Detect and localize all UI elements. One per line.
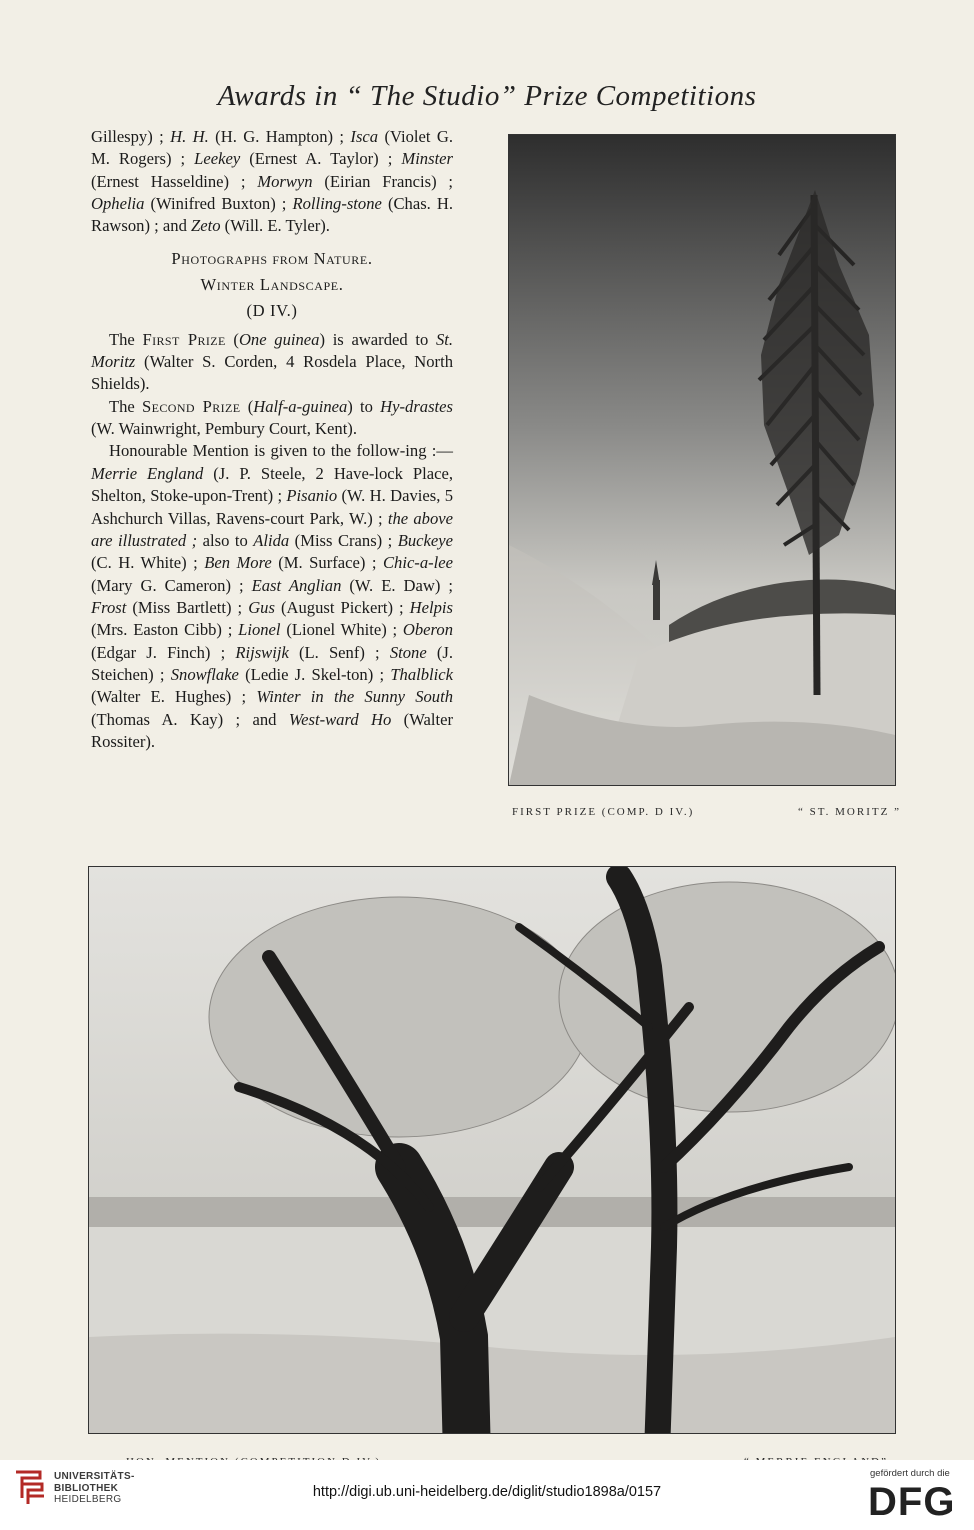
text-run: (J. Steichen) ; <box>91 642 453 684</box>
text-run: (H. G. Hampton) ; <box>208 127 351 146</box>
italic-title: Frost <box>91 597 127 617</box>
photo-merrie-england <box>88 866 896 1434</box>
text-run: (Walter S. Corden, 4 Rosdela Place, North Shields). <box>91 352 453 394</box>
text-run: The <box>109 329 143 349</box>
italic-title: Minster <box>401 149 453 169</box>
caption-first-prize: FIRST PRIZE (COMP. D IV.) <box>512 806 695 818</box>
italic-title: Ben More <box>204 553 272 573</box>
text-run: (Walter Rossiter). <box>91 709 454 751</box>
footer-bar <box>0 1460 974 1530</box>
page-title: Awards in “ The Studio” Prize Competitions <box>217 80 757 112</box>
text-run: (Winifred Buxton) ; <box>144 194 293 214</box>
italic-title: Zeto <box>191 216 221 236</box>
italic-title: Pisanio <box>286 486 338 506</box>
text-run: (Thomas A. Kay) ; and <box>91 709 289 729</box>
small-caps-term: First Prize <box>142 329 226 349</box>
text-run: ( <box>240 396 254 416</box>
text-run: The <box>109 396 143 416</box>
italic-title: Thalblick <box>390 664 453 684</box>
caption-st-moritz: “ ST. MORITZ ” <box>798 806 901 818</box>
italic-title: St. Moritz <box>91 329 454 372</box>
source-url-link[interactable]: http://digi.ub.uni-heidelberg.de/diglit/studio1898a/0157 <box>312 1484 662 1500</box>
text-run: (Will. E. Tyler). <box>220 216 330 236</box>
text-run: (M. Surface) ; <box>271 553 383 573</box>
italic-title: Rijswijk <box>235 642 289 662</box>
paragraph-honourable-mention <box>91 440 453 753</box>
text-run: (August Pickert) ; <box>274 597 410 617</box>
italic-title: One guinea <box>238 329 320 349</box>
italic-title: Lionel <box>238 620 281 640</box>
text-run: ( <box>225 329 239 349</box>
library-name-line3: HEIDELBERG <box>54 1494 122 1505</box>
text-run: (Miss Bartlett) ; <box>126 597 249 617</box>
italic-title: Merrie England <box>91 463 204 483</box>
italic-title: Alida <box>253 530 290 550</box>
text-run: (Violet G. M. Rogers) ; <box>91 127 453 169</box>
dfg-logo: DFG <box>868 1480 956 1524</box>
text-run: (Ledie J. Skel-ton) ; <box>238 664 391 684</box>
italic-title: Morwyn <box>257 171 313 191</box>
text-run: (W. H. Davies, 5 Ashchurch Villas, Ravens-court Park, W.) ; <box>91 486 453 528</box>
paragraph-first-prize <box>91 329 453 396</box>
funding-note: gefördert durch die <box>870 1468 950 1479</box>
text-run: Gillespy) ; <box>91 127 171 146</box>
text-run: (L. Senf) ; <box>288 642 390 662</box>
text-run: (J. P. Steele, 2 Have-lock Place, Shelton, Stoke-upon-Trent) ; <box>91 463 453 506</box>
italic-title: Snowflake <box>170 664 239 684</box>
text-run: (Lionel White) ; <box>280 620 403 640</box>
italic-title: the above are illustrated ; <box>91 508 454 550</box>
text-run: (W. E. Daw) ; <box>341 575 453 595</box>
italic-title: Oberon <box>402 620 453 640</box>
text-run: (Ernest Hasseldine) ; <box>91 171 258 191</box>
text-run: Honourable Mention is given to the follow-ing :— <box>109 441 453 461</box>
italic-title: Helpis <box>409 597 453 617</box>
library-name-line1: UNIVERSITÄTS- <box>54 1471 135 1482</box>
italic-title: Chic-a-lee <box>382 553 453 573</box>
italic-title: Leekey <box>194 149 241 169</box>
italic-title: Half-a-guinea <box>253 396 348 416</box>
italic-title: Buckeye <box>397 530 453 550</box>
library-name-line2: BIBLIOTHEK <box>54 1482 119 1494</box>
text-run: (Ernest A. Taylor) ; <box>240 149 402 169</box>
italic-title: Winter in the Sunny South <box>256 687 454 707</box>
italic-title: Stone <box>389 642 427 662</box>
text-run: (Edgar J. Finch) ; <box>91 642 236 662</box>
italic-title: Rolling-stone <box>292 194 382 214</box>
italic-title: Ophelia <box>91 194 145 214</box>
text-run: (Eirian Francis) ; <box>312 171 453 191</box>
text-run: (Mary G. Cameron) ; <box>91 575 252 595</box>
text-run: (W. Wainwright, Pembury Court, Kent). <box>91 419 357 439</box>
italic-title: Isca <box>350 127 379 146</box>
text-run: (Miss Crans) ; <box>289 530 398 550</box>
section-heading: Photographs from Nature. <box>171 248 373 268</box>
text-run: ) is awarded to <box>319 329 436 349</box>
paragraph-entries <box>91 126 453 238</box>
competition-code: (D IV.) <box>246 301 298 321</box>
section-subheading: Winter Landscape. <box>200 275 344 295</box>
italic-title: East Anglian <box>251 575 342 595</box>
article-text <box>91 126 453 753</box>
text-run: (C. H. White) ; <box>91 553 205 573</box>
italic-title: West-ward Ho <box>288 709 392 729</box>
text-run: (Chas. H. Rawson) ; and <box>91 194 453 236</box>
small-caps-term: Second Prize <box>142 396 241 416</box>
text-run: also to <box>197 530 254 550</box>
paragraph-second-prize <box>91 396 453 441</box>
photo-st-moritz <box>508 134 896 786</box>
italic-title: Hy-drastes <box>380 396 453 416</box>
italic-title: Gus <box>248 597 275 617</box>
frosted-trees-sheep-photo <box>89 867 895 1433</box>
winter-tree-photo <box>509 135 895 785</box>
text-run: (Mrs. Easton Cibb) ; <box>91 620 239 640</box>
text-run: (Walter E. Hughes) ; <box>91 687 257 707</box>
italic-title: H. H. <box>170 127 209 146</box>
text-run: ) to <box>347 396 381 416</box>
